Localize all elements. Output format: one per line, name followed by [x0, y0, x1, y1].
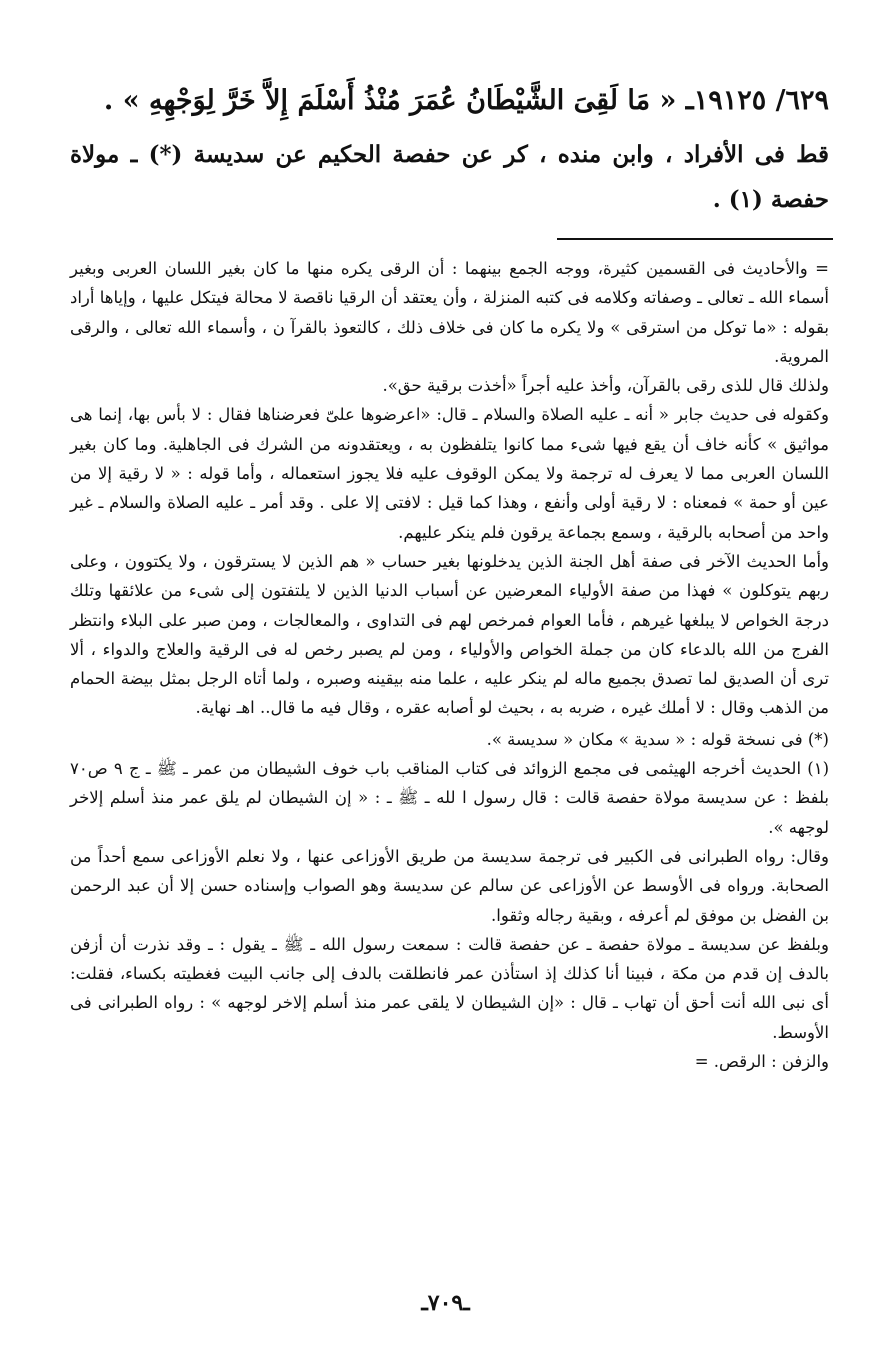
footnote-paragraph: ولذلك قال للذى رقى بالقرآن، وأخذ عليه أجراً «أخذت برقية حق».: [382, 376, 829, 396]
footnote-paragraph: والزفن : الرقص. =: [694, 1052, 829, 1072]
footnote-divider: [557, 238, 833, 240]
footnote-paragraph: وبلفظ عن سديسة ـ مولاة حفصة ـ عن حفصة قالت : سمعت رسول الله ـ ﷺ ـ يقول : ـ وقد نذرت أن أزفن بالدف إن قدم من مكة ، فبينا أنا كذلك إذ استأذن عمر فانطلقت بالدف إلى جانب البيت فغطيته بكساء، فقلت: أى نبى الله أنت أحق أن تهاب ـ قال : «إن الشيطان لا يلقى عمر منذ أسلم إلاخر لوجهه » : رواه الطبرانى فى الأوسط.: [70, 934, 829, 1042]
hadith-source: قط فى الأفراد ، وابن منده ، كر عن حفصة الحكيم عن سديسة (*) ـ مولاة حفصة (١) .: [70, 141, 829, 213]
footnotes: [70, 254, 829, 1076]
main-text: [70, 80, 829, 222]
hadith-title: ٦٢٩/ ١٩١٢٥ـ « مَا لَقِىَ الشَّيْطَانُ عُمَرَ مُنْذُ أَسْلَمَ إِلاَّ خَرَّ لِوَجْهِهِ » .: [103, 85, 829, 116]
footnote-paragraph: وأما الحديث الآخر فى صفة أهل الجنة الذين يدخلونها بغير حساب « هم الذين لا يسترقون ، ولا يكتوون ، وعلى ربهم يتوكلون » فهذا من صفة الأولياء المعرضين عن أسباب الدنيا الذين لا يلتفتون إلى شىء من علائقها وتلك درجة الخواص لا يبلغها غيرهم ، فأما العوام فمرخص لهم فى التداوى ، والمعالجات ، ومن صبر على البلاء وانتظر الفرج من الله بالدعاء كان من جملة الخواص والأولياء ، ومن لم يصبر رخص له فى الرقية والعلاج والدواء ، ألا ترى أن الصديق لما تصدق بجميع ماله لم ينكر عليه ، علما منه بيقينه وصبره ، ولما أتاه الرجل بمثل بيضة الحمام من الذهب وقال : لا أملك غيره ، ضربه به ، بحيث لو أصابه عقره ، وقال فيه ما قال.. اهـ نهاية.: [70, 551, 829, 718]
footnote-star: (*) فى نسخة قوله : « سدية » مكان « سديسة ».: [486, 729, 829, 749]
footnote-one: (١) الحديث أخرجه الهيثمى فى مجمع الزوائد فى كتاب المناقب باب خوف الشيطان من عمر ـ ﷺ ـ ج ٩ ص٧٠ بلفظ : عن سديسة مولاة حفصة قالت : قال رسول ا لله ـ ﷺ ـ : « إن الشيطان لم يلق عمر منذ أسلم إلاخر لوجهه ».: [70, 759, 829, 837]
footnote-paragraph: = والأحاديث فى القسمين كثيرة، ووجه الجمع بينهما : أن الرقى يكره منها ما كان بغير اللسان العربى وبغير أسماء الله ـ تعالى ـ وصفاته وكلامه فى كتبه المنزلة ، وأن يعتقد أن الرقيا ناقصة لا محالة فيتكل عليها ، وإياها أراد بقوله : «ما توكل من استرقى » ولا يكره ما كان فى خلاف ذلك ، كالتعوذ بالقرآ ن ، وأسماء الله تعالى ، والرقى المروية.: [70, 259, 829, 366]
page-number: ـ٧٠٩ـ: [421, 1290, 470, 1316]
footnote-paragraph: وكقوله فى حديث جابر « أنه ـ عليه الصلاة والسلام ـ قال: «اعرضوها علىّ فعرضناها فقال : لا بأس بها، إنما هى مواثيق » كأنه خاف أن يقع فيها شىء مما كانوا يتلفظون به ، ويعتقدونه من الشرك فى الجاهلية. وما كان بغير اللسان العربى مما لا يعرف له ترجمة ولا يمكن الوقوف عليه فلا يجوز استعماله ، وأما قوله : « لا رقية إلا من عين أو حمة » فمعناه : لا رقية أولى وأنفع ، وهذا كما قيل : لافتى إلا على . وقد أمر ـ عليه الصلاة والسلام ـ غير واحد من أصحابه بالرقية ، وسمع بجماعة يرقون فلم ينكر عليهم.: [70, 405, 829, 542]
footnote-paragraph: وقال: رواه الطبرانى فى الكبير فى ترجمة سديسة من طريق الأوزاعى عنها ، ولا نعلم الأوزاعى سمع أحداً من الصحابة. ورواه فى الأوسط عن الأوزاعى عن سالم عن سديسة وهو الصواب وإسناده حسن إلا أن عبد الرحمن بن الفضل بن موفق لم أعرفه ، وبقية رجاله وثقوا.: [70, 846, 829, 925]
